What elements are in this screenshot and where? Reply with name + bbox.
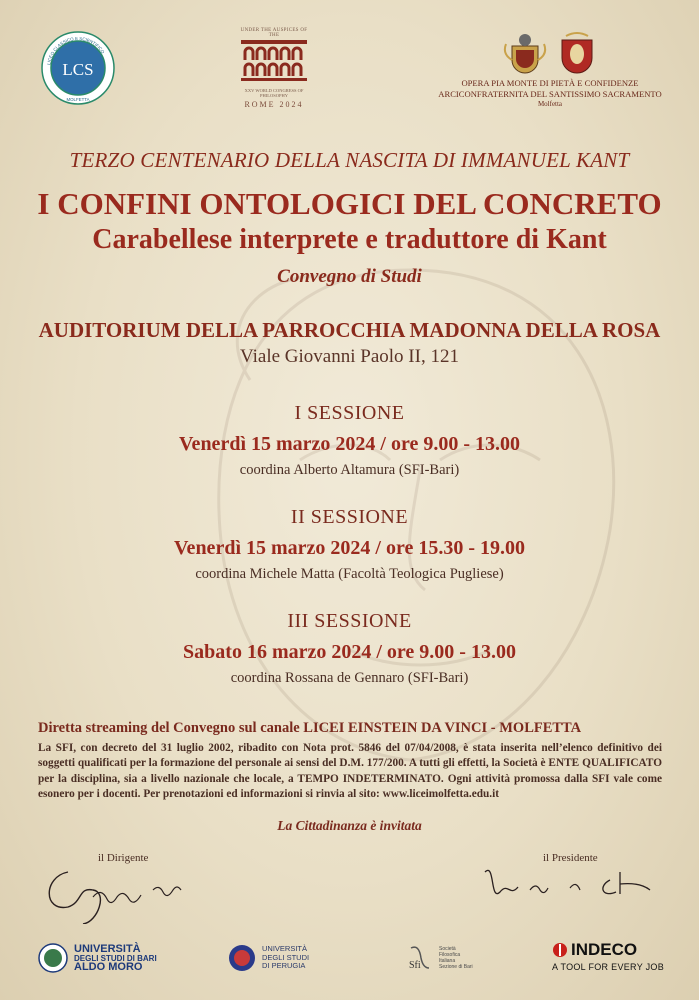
main-title: I CONFINI ONTOLOGICI DEL CONCRETO xyxy=(37,186,662,221)
indeco-logo xyxy=(552,940,664,980)
sfi-accreditation-paragraph: La SFI, con decreto del 31 luglio 2002, ribadito con Nota prot. 5846 del 07/04/2008, è stata inserita nell’elenco definitivo dei soggetti qualificati per la formazione del personale ai sensi del D.M. 177/200. A tutti gli effetti, la Società è ENTE QUALIFICATO per la disciplina, sia a livello nazionale che locale, a TEMPO INDETERMINATO. Ogni attività promossa dalla SFI vale come esonero per i docenti. Per prenotazioni ed informazioni si rinvia al sito: www.liceimolfetta.edu.it xyxy=(38,742,662,801)
svg-text:Felice de C.: Felice de C. xyxy=(470,852,475,853)
streaming-notice: Diretta streaming del Convegno sul canale LICEI EINSTEIN DA VINCI - MOLFETTA xyxy=(38,720,582,736)
opera-pia-logo xyxy=(420,30,680,120)
dirigente-label: il Dirigente xyxy=(98,852,149,864)
crests xyxy=(420,30,680,78)
unipg-line3: DI PERUGIA xyxy=(262,961,306,971)
session-2-title: II SESSIONE xyxy=(290,506,409,528)
uniba-line3: ALDO MORO xyxy=(74,960,143,973)
sfi-line2: Filosofica xyxy=(439,952,461,958)
svg-text:LCS: LCS xyxy=(62,60,94,79)
rome-2024-logo xyxy=(236,28,312,112)
rome-logo-line3: ROME 2024 xyxy=(244,100,304,109)
sfi-line1: Società xyxy=(439,946,456,952)
lcs-logo xyxy=(40,30,116,106)
svg-text:LICEO CLASSICO E SCIENTIFICO: LICEO CLASSICO E SCIENTIFICO xyxy=(46,35,106,66)
opera-line1: OPERA PIA MONTE DI PIETÀ E CONFIDENZE xyxy=(461,78,639,88)
confraternity-crest-icon xyxy=(554,30,600,78)
session-3-coordinator: coordina Rossana de Gennaro (SFI-Bari) xyxy=(230,670,469,686)
session-3-title: III SESSIONE xyxy=(287,610,412,632)
sfi-line4: Sezione di Bari xyxy=(439,964,473,970)
uniba-logo xyxy=(38,938,157,978)
event-type: Convegno di Studi xyxy=(277,266,422,287)
svg-text:MOLFETTA: MOLFETTA xyxy=(66,97,90,102)
colosseum-icon xyxy=(239,38,309,82)
presidente-label: il Presidente xyxy=(543,852,598,864)
coat-of-arms-icon xyxy=(500,30,550,78)
rome-logo-line2: XXV WORLD CONGRESS OF PHILOSOPHY xyxy=(244,88,304,98)
centenary-heading: TERZO CENTENARIO DELLA NASCITA DI IMMANUEL KANT xyxy=(69,148,630,172)
venue-address: Viale Giovanni Paolo II, 121 xyxy=(240,346,459,367)
indeco-tagline: A TOOL FOR EVERY JOB xyxy=(552,962,665,972)
unipg-logo xyxy=(228,938,309,978)
session-2-coordinator: coordina Michele Matta (Facoltà Teologica Pugliese) xyxy=(195,566,504,582)
uniba-line1: UNIVERSITÀ xyxy=(74,942,141,955)
session-2-date: Venerdì 15 marzo 2024 / ore 15.30 - 19.00 xyxy=(173,537,526,559)
uniba-line2: DEGLI STUDI DI BARI xyxy=(74,953,157,963)
unipg-line2: DEGLI STUDI xyxy=(262,952,310,962)
indeco-name: INDECO xyxy=(571,940,638,959)
lcs-emblem-icon xyxy=(40,30,116,106)
session-1-date: Venerdì 15 marzo 2024 / ore 9.00 - 13.00 xyxy=(178,433,521,455)
session-1-coordinator: coordina Alberto Altamura (SFI-Bari) xyxy=(239,462,460,478)
subtitle: Carabellese interprete e traduttore di Kant xyxy=(92,224,607,255)
invitation-line: La Cittadinanza è invitata xyxy=(277,818,422,833)
venue-name: AUDITORIUM DELLA PARROCCHIA MADONNA DELLA ROSA xyxy=(38,318,661,342)
uniba-seal-icon xyxy=(38,943,68,973)
unipg-seal-icon xyxy=(228,944,256,972)
sfi-line3: Italiana xyxy=(439,958,456,964)
opera-line3: Molfetta xyxy=(537,100,563,108)
svg-text:Giuseppe Lasti: Giuseppe Lasti xyxy=(38,852,45,853)
rome-logo-line1: UNDER THE AUSPICES OF THE xyxy=(240,28,308,38)
session-1-title: I SESSIONE xyxy=(294,402,405,424)
sfi-logo xyxy=(405,938,473,978)
svg-text:Sfi: Sfi xyxy=(409,960,421,971)
indeco-mark-icon xyxy=(552,942,568,958)
session-3-date: Sabato 16 marzo 2024 / ore 9.00 - 13.00 xyxy=(183,641,516,663)
sfi-mark-icon xyxy=(405,944,433,972)
unipg-line1: UNIVERSITÀ xyxy=(262,944,308,954)
opera-line2: ARCICONFRATERNITA DEL SANTISSIMO SACRAMENTO xyxy=(438,89,662,99)
